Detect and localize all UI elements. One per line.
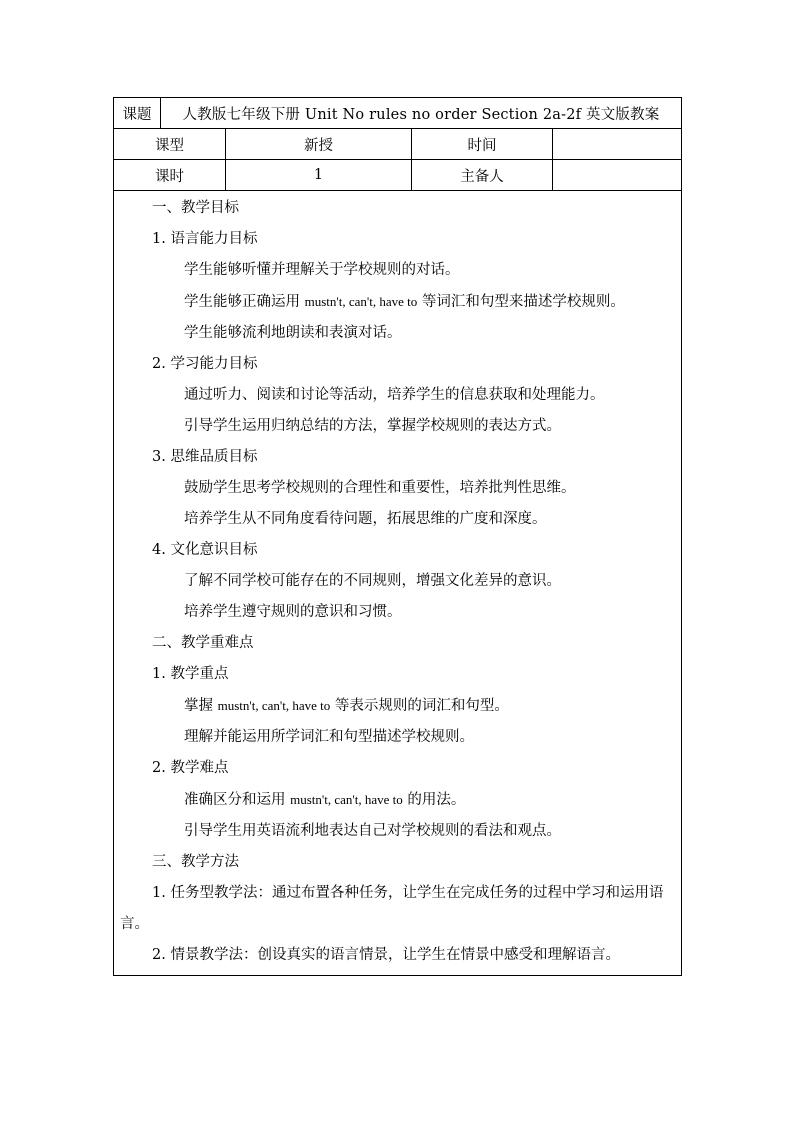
time-label: 时间 (412, 129, 553, 160)
english-terms: mustn't, can't, have to (217, 698, 331, 713)
section-heading: 三、教学方法 (152, 854, 239, 870)
body-text: 鼓励学生思考学校规则的合理性和重要性，培养批判性思维。 (184, 480, 576, 496)
period-value: 1 (226, 160, 412, 191)
period-row (114, 160, 682, 191)
body-text: 培养学生从不同角度看待问题，拓展思维的广度和深度。 (184, 511, 547, 527)
text-run: 掌握 (184, 698, 218, 714)
type-label: 课型 (114, 129, 226, 160)
body-text (120, 286, 675, 318)
subsection-heading: 1. 教学重点 (152, 666, 229, 682)
subsection-heading: 2. 教学难点 (152, 760, 229, 776)
type-row (114, 129, 682, 160)
text-run: 的用法。 (402, 792, 466, 808)
subsection-heading: 4. 文化意识目标 (152, 542, 258, 558)
body-text: 培养学生遵守规则的意识和习惯。 (184, 604, 402, 620)
text-run: 等表示规则的词汇和句型。 (330, 698, 509, 714)
subsection-heading: 3. 思维品质目标 (152, 449, 258, 465)
content-row (114, 191, 682, 976)
body-text: 学生能够听懂并理解关于学校规则的对话。 (184, 262, 460, 278)
english-terms: mustn't, can't, have to (290, 792, 403, 807)
preparer-value (553, 160, 682, 191)
preparer-label: 主备人 (412, 160, 553, 191)
text-run: 准确区分和运用 (184, 792, 291, 808)
body-text: 通过听力、阅读和讨论等活动，培养学生的信息获取和处理能力。 (184, 387, 605, 403)
topic-label: 课题 (114, 98, 161, 129)
lesson-plan-table (113, 97, 682, 976)
body-text (120, 690, 675, 722)
time-value (553, 129, 682, 160)
subsection-heading: 2. 学习能力目标 (152, 356, 258, 372)
content-cell (114, 191, 682, 976)
body-text: 引导学生用英语流利地表达自己对学校规则的看法和观点。 (184, 823, 561, 839)
body-text: 理解并能运用所学词汇和句型描述学校规则。 (184, 729, 474, 745)
text-run: 等词汇和句型来描述学校规则。 (417, 294, 625, 310)
body-text: 2. 情景教学法：创设真实的语言情景，让学生在情景中感受和理解语言。 (152, 947, 620, 963)
topic-row (114, 98, 682, 129)
section-heading: 一、教学目标 (152, 200, 239, 216)
body-text: 学生能够流利地朗读和表演对话。 (184, 325, 402, 341)
body-text: 1. 任务型教学法：通过布置各种任务，让学生在完成任务的过程中学习和运用语言。 (120, 885, 664, 932)
english-terms: mustn't, can't, have to (304, 294, 418, 309)
body-text (120, 784, 675, 816)
body-text: 引导学生运用归纳总结的方法，掌握学校规则的表达方式。 (184, 418, 561, 434)
period-label: 课时 (114, 160, 226, 191)
lesson-plan-page (113, 97, 681, 976)
text-run: 学生能够正确运用 (184, 294, 305, 310)
type-value: 新授 (226, 129, 412, 160)
subsection-heading: 1. 语言能力目标 (152, 231, 258, 247)
body-text: 了解不同学校可能存在的不同规则，增强文化差异的意识。 (184, 573, 561, 589)
section-heading: 二、教学重难点 (152, 635, 254, 651)
topic-value: 人教版七年级下册 Unit No rules no order Section 2a-2f 英文版教案 (161, 98, 682, 129)
